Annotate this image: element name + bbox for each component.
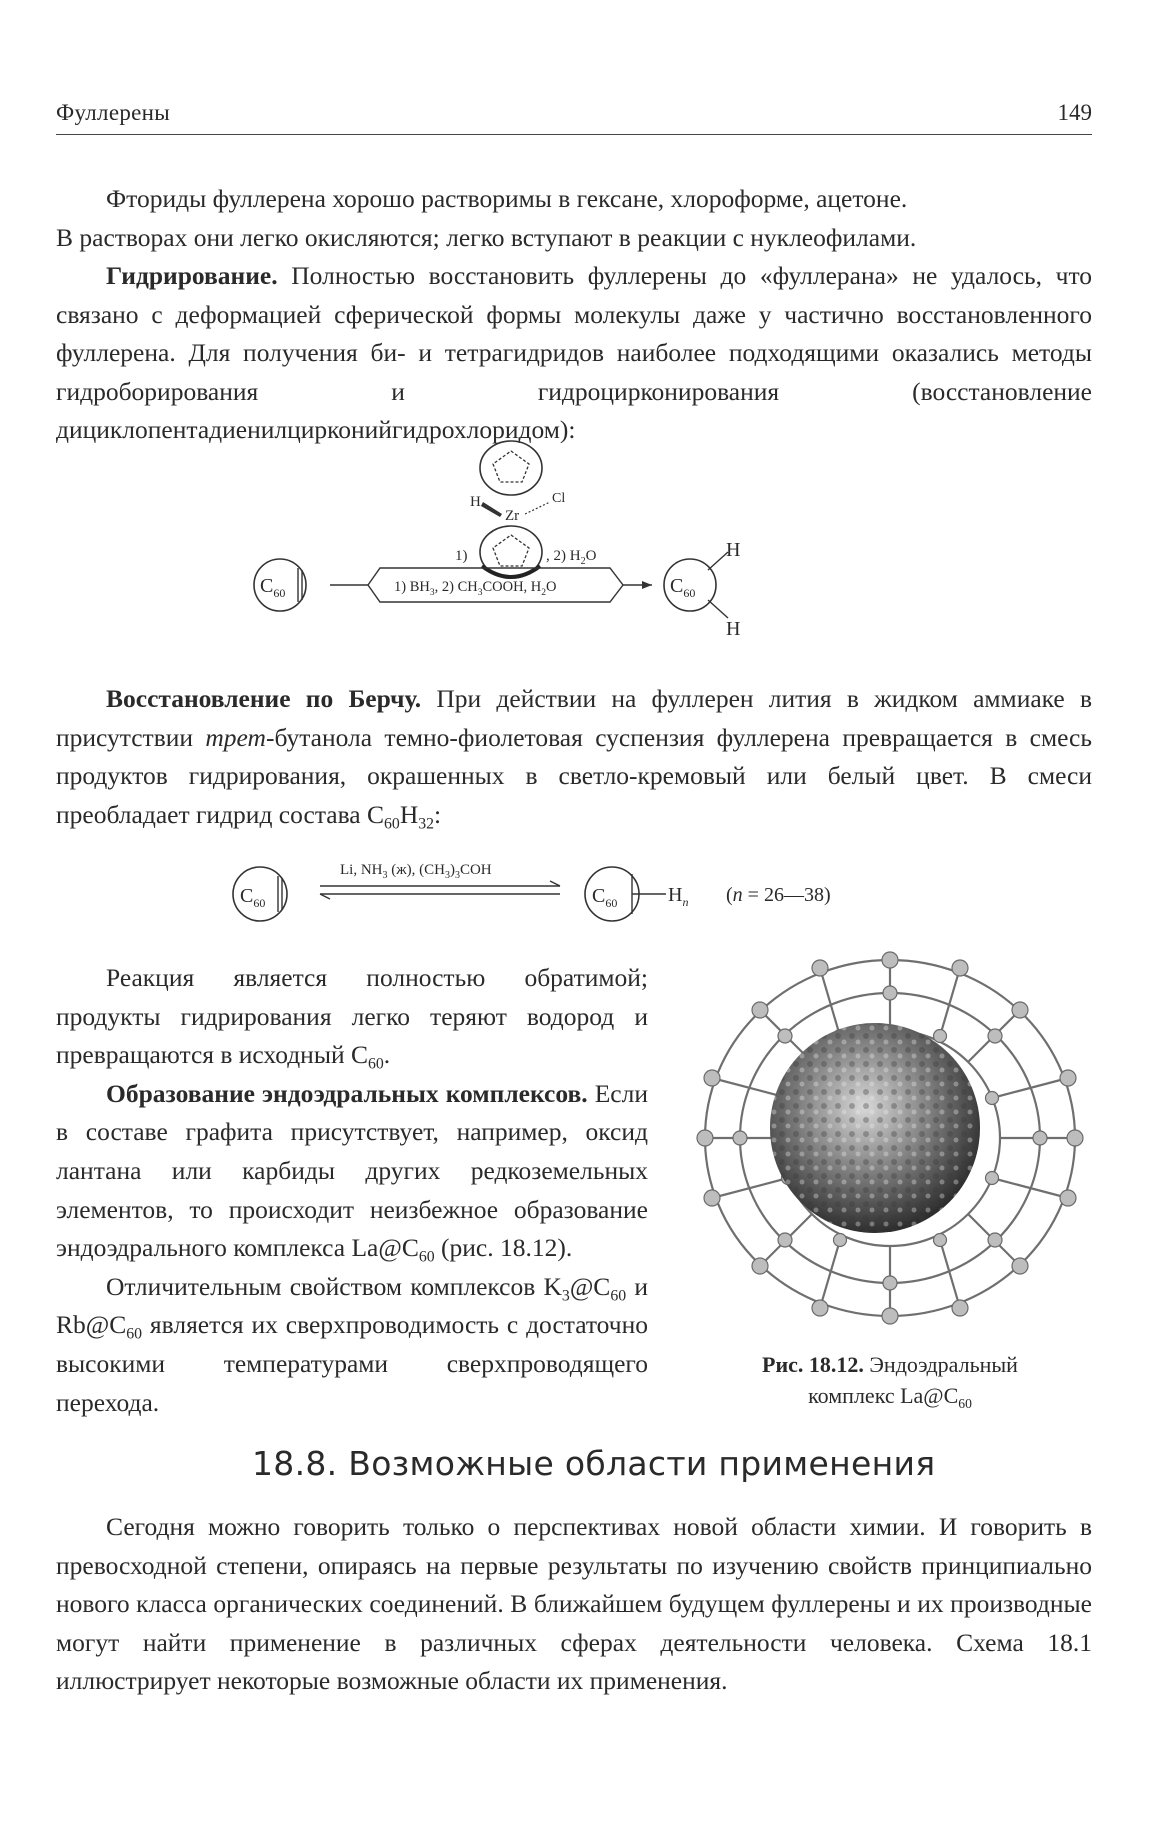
paragraph-superconductivity bbox=[56, 1268, 648, 1422]
left-column bbox=[56, 959, 648, 1422]
super-sub-k: 3 bbox=[561, 1287, 570, 1305]
super-sub-1: 60 bbox=[610, 1287, 627, 1305]
caption-text: Эндоэдральный bbox=[863, 1352, 1018, 1377]
birch-sub-60: 60 bbox=[384, 815, 400, 833]
reversible-end: . bbox=[383, 1040, 391, 1070]
endohedral-end: (рис. 18.12). bbox=[434, 1233, 573, 1263]
reversible-sub: 60 bbox=[368, 1055, 384, 1073]
birch-text-b: -бутанола темно-фиолетовая суспензия фуллерена превращается в смесь продуктов гидрирования, окрашенных в светло-кремовый или белый цвет. В смеси преобладает гидрид состава C bbox=[56, 722, 1093, 829]
zr-label: Zr bbox=[505, 508, 520, 524]
product-h-top: H bbox=[726, 539, 741, 561]
paragraph-fluorides bbox=[56, 180, 1092, 257]
birch-heading: Восстановление по Берчу. bbox=[106, 684, 422, 713]
header-title: Фуллерены bbox=[56, 100, 170, 125]
birch-text-d: : bbox=[434, 799, 442, 829]
c60-reactant bbox=[254, 559, 306, 611]
caption-line-2: комплекс La@C bbox=[808, 1383, 959, 1408]
la-atom bbox=[770, 1023, 980, 1233]
scheme-birch bbox=[220, 850, 920, 940]
step-1-label: 1) bbox=[455, 548, 468, 564]
zr-h-label: H bbox=[470, 494, 481, 510]
zr-cl-label: Cl bbox=[552, 491, 566, 506]
super-c: и Rb@C bbox=[56, 1271, 648, 1340]
paragraph-reversible bbox=[56, 959, 648, 1075]
c60-right-label: $C_{60}$ bbox=[670, 575, 696, 600]
c60-birch-reactant bbox=[233, 867, 287, 921]
step-2-label: , 2) $H_2O$ bbox=[546, 548, 597, 567]
super-sub-2: 60 bbox=[126, 1325, 143, 1343]
birch-text-a: При действии на фуллерен лития в жидком аммиаке в присутствии bbox=[56, 684, 1092, 752]
product-h-bottom: H bbox=[726, 618, 741, 640]
super-a: Отличительным свойством комплексов K bbox=[106, 1271, 562, 1301]
c60-birch-product bbox=[585, 867, 688, 921]
fluorides-line-2: В растворах они легко окисляются; легко вступают в реакции с нуклеофилами. bbox=[56, 222, 917, 252]
paragraph-applications bbox=[56, 1508, 1092, 1701]
paragraph-birch bbox=[56, 680, 1092, 834]
section-title: 18.8. Возможные области применения bbox=[252, 1444, 936, 1483]
birch-n-range: (n = 26—38) bbox=[726, 884, 831, 906]
paragraph-hydrogenation bbox=[56, 257, 1092, 450]
endohedral-heading: Образование эндоэдральных комплексов. bbox=[106, 1078, 588, 1108]
c60-product bbox=[664, 539, 740, 640]
c60-birch-left-label: $C_{60}$ bbox=[240, 885, 266, 910]
applications-text: Сегодня можно говорить только о перспективах новой области химии. И говорить в превосходной степени, опираясь на первые результаты по изучению свойств принципиально нового класса органических соединений. В ближайшем будущем фуллерены и их производные могут найти применение в различных сферах деятельности человека. Схема 18.1 иллюстрирует некоторые возможные области их применения. bbox=[56, 1512, 1092, 1696]
hydrogenation-heading: Гидрирование. bbox=[106, 261, 278, 290]
arrow-lower-reagents: 1) $BH_3$, 2) $CH_3COOH$, $H_2O$ bbox=[394, 579, 557, 598]
figure-endohedral-fullerene bbox=[680, 948, 1100, 1338]
birch-reagents: Li, $NH_3$ (ж), $(CH_3)_3COH$ bbox=[340, 862, 492, 881]
c60-birch-right-label: $C_{60}$ bbox=[592, 885, 618, 910]
cp-ring-upper bbox=[480, 441, 542, 495]
page-number: 149 bbox=[1057, 100, 1092, 125]
birch-text-c: H bbox=[399, 799, 419, 829]
c60-left-label: $C_{60}$ bbox=[260, 575, 286, 600]
hydrogenation-text: Полностью восстановить фуллерены до «фуллерана» не удалось, что связано с деформацией сферической формы молекулы даже у частично восстановленного фуллерена. Для получения би- и тетрагидридов наиболее подходящими оказались методы гидроборирования и гидроцирконирования (восстановление дициклопентадиенилцирконийгидрохлоридом): bbox=[56, 261, 1093, 445]
figure-caption bbox=[700, 1349, 1080, 1411]
birch-italic: трет bbox=[205, 722, 266, 752]
scheme-hydrozirconation bbox=[250, 440, 890, 685]
super-d: является их сверхпроводимость с достаточно высокими температурами сверхпроводящего перехода. bbox=[56, 1310, 648, 1417]
birch-hn-label: $H_n$ bbox=[668, 884, 689, 909]
fluorides-line-1: Фториды фуллерена хорошо растворимы в гексане, хлороформе, ацетоне. bbox=[106, 184, 908, 213]
endohedral-text: Если в составе графита присутствует, например, оксид лантана или карбиды других редкоземельных элементов, то происходит неизбежное образование эндоэдрального комплекса La@C bbox=[56, 1078, 649, 1263]
caption-sub: 60 bbox=[958, 1395, 972, 1411]
super-b: @C bbox=[569, 1271, 611, 1301]
equilibrium-arrows bbox=[320, 881, 560, 899]
running-header bbox=[56, 100, 1092, 135]
endohedral-sub: 60 bbox=[418, 1248, 435, 1266]
reversible-text: Реакция является полностью обратимой; продукты гидрирования легко теряют водород и превращаются в исходный C bbox=[56, 963, 648, 1070]
paragraph-endohedral bbox=[56, 1075, 648, 1268]
caption-label: Рис. 18.12. bbox=[762, 1352, 864, 1377]
cp-ring-lower bbox=[480, 526, 542, 578]
birch-sub-32: 32 bbox=[418, 815, 435, 833]
